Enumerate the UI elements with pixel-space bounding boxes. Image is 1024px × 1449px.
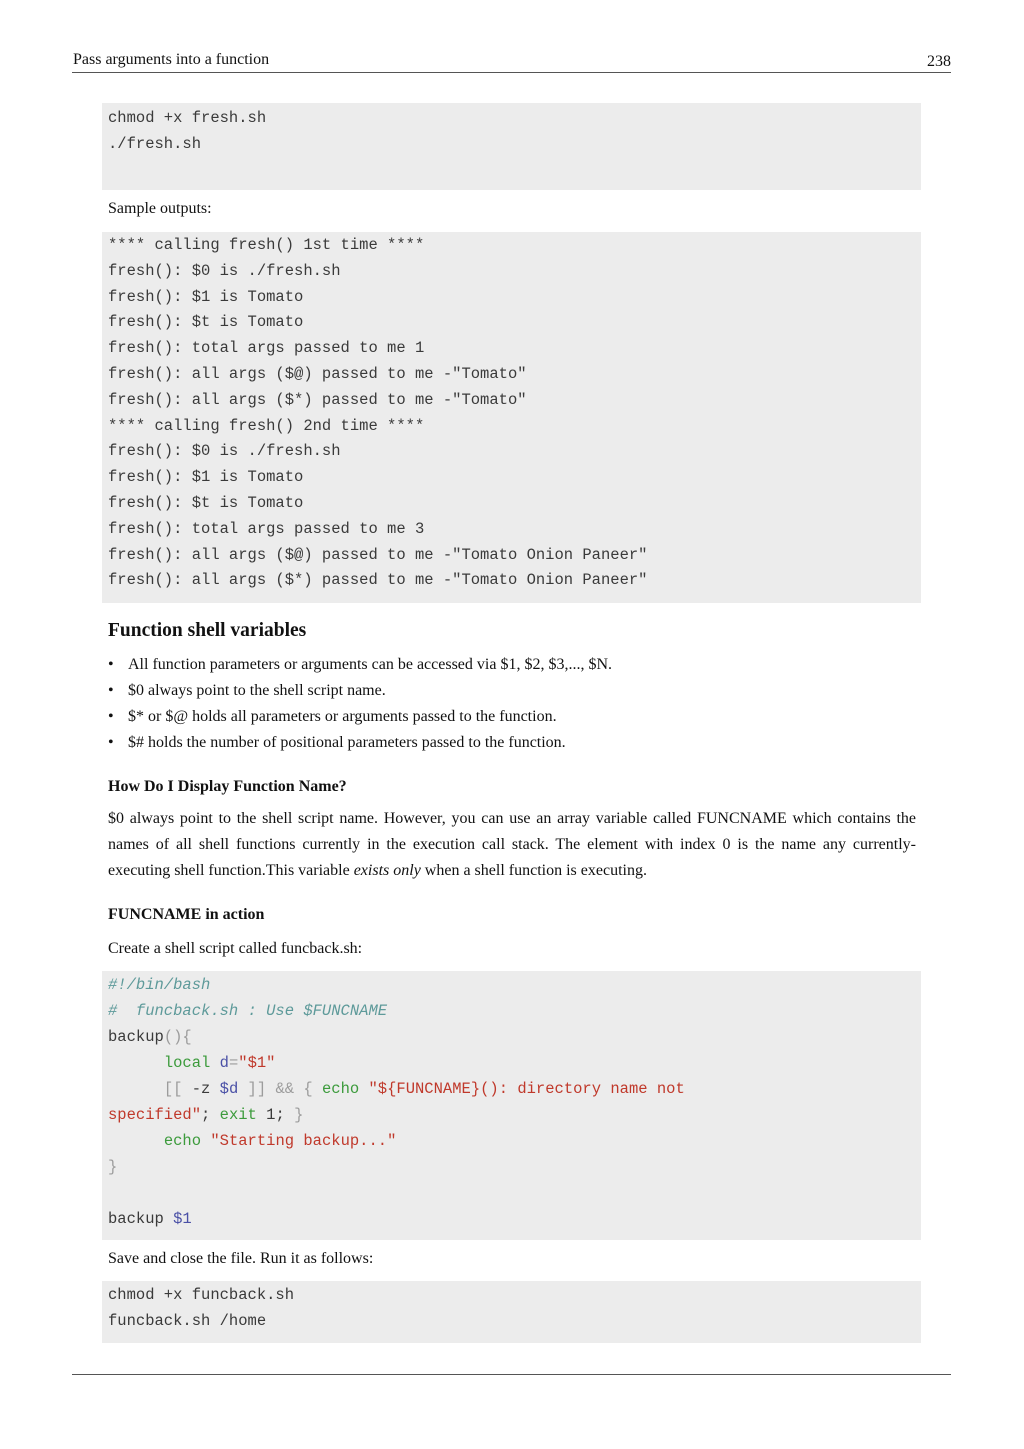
output-line: fresh(): all args ($*) passed to me -"Tomato" [108,390,527,409]
output-line: fresh(): all args ($@) passed to me -"Tomato Onion Paneer" [108,545,648,564]
function-call: backup [108,1210,164,1228]
bullet-icon: • [108,656,114,673]
code-indent [108,1080,164,1098]
code-keyword: exit [219,1106,257,1124]
code-punct: } [108,1158,118,1176]
page-number: 238 [927,53,951,70]
code-line: chmod +x fresh.sh [108,109,267,127]
output-line: fresh(): $0 is ./fresh.sh [108,261,341,280]
code-blank-line [108,1180,915,1206]
code-line [108,1076,915,1102]
code-variable: $d [219,1080,239,1098]
code-comment: #!/bin/bash [108,976,211,994]
funcname-paragraph [108,806,916,884]
code-punct: ; [201,1106,211,1124]
output-line: fresh(): all args ($@) passed to me -"Tomato" [108,364,527,383]
output-line: fresh(): $t is Tomato [108,493,304,512]
bullet-list [108,652,612,756]
code-keyword: echo [321,1080,360,1098]
code-line [108,1102,915,1128]
list-item-text: All function parameters or arguments can be accessed via $1, $2, $3,..., $N. [128,656,612,673]
code-block-funcback-script [102,971,921,1240]
code-block-sample-output [102,232,921,603]
list-item [108,652,612,678]
list-item-text: $# holds the number of positional parameters passed to the function. [128,734,566,751]
subheading-display-function-name: How Do I Display Function Name? [108,778,347,795]
output-line: fresh(): $1 is Tomato [108,287,304,306]
code-variable: $1 [173,1210,192,1228]
paragraph-emphasis: exists only [353,862,421,879]
output-line: fresh(): $1 is Tomato [108,468,304,487]
code-punct: [[ [163,1080,192,1098]
output-line: **** calling fresh() 1st time **** [108,236,425,254]
output-line: fresh(): $0 is ./fresh.sh [108,442,341,461]
output-line: fresh(): all args ($*) passed to me -"Tomato Onion Paneer" [108,571,648,590]
paragraph-text: $0 always point to the shell script name. However, you can use an array variable called FUNCNAME which contains the names of all shell functions currently in the execution call stack. The element with index 0 is the name any currently-executing shell function.This variable [108,810,916,879]
create-script-text: Create a shell script called funcback.sh: [108,940,363,957]
code-flag: -z [191,1080,211,1098]
code-line [108,1024,915,1050]
code-indent [108,1054,164,1072]
paragraph-text-end: when a shell function is executing. [420,862,647,879]
bullet-icon: • [108,734,114,751]
function-name: backup [108,1028,164,1046]
code-line [108,1128,915,1154]
code-punct: && { [266,1080,322,1098]
output-line: fresh(): $t is Tomato [108,313,304,332]
output-line: **** calling fresh() 2nd time **** [108,416,425,435]
list-item [108,678,612,704]
code-line [108,1050,915,1076]
code-block-chmod-funcback [102,1281,921,1343]
code-punct: (){ [163,1028,192,1046]
code-comment: # funcback.sh : Use $FUNCNAME [108,1002,388,1020]
code-variable: d [219,1054,229,1072]
save-close-text: Save and close the file. Run it as follows: [108,1250,374,1267]
section-heading: Function shell variables [108,620,307,641]
bullet-icon: • [108,682,114,699]
code-punct: } [294,1106,304,1124]
code-punct: ]] [238,1080,267,1098]
output-line: fresh(): total args passed to me 3 [108,519,425,538]
code-line: ./fresh.sh [108,135,202,153]
code-string: "Starting backup..." [210,1132,397,1150]
subheading-funcname-in-action: FUNCNAME in action [108,906,265,923]
code-number: 1; [266,1106,285,1124]
footer-rule [72,1374,951,1375]
list-item-text: $* or $@ holds all parameters or arguments passed to the function. [128,708,557,725]
code-keyword: local [163,1054,211,1072]
code-line: chmod +x funcback.sh [108,1286,295,1304]
code-punct: = [228,1054,239,1072]
code-line [108,1206,915,1232]
list-item [108,730,612,756]
list-item [108,704,612,730]
header-rule [72,72,951,73]
code-keyword: echo [163,1132,202,1150]
code-indent [108,1132,164,1150]
code-block-chmod-fresh [102,103,921,190]
code-string: specified" [108,1106,202,1124]
code-line: funcback.sh /home [108,1312,267,1330]
running-header-title: Pass arguments into a function [73,51,270,68]
code-string: "${FUNCNAME}(): directory name not [368,1080,685,1098]
output-line: fresh(): total args passed to me 1 [108,339,425,358]
bullet-icon: • [108,708,114,725]
sample-outputs-label: Sample outputs: [108,200,212,217]
list-item-text: $0 always point to the shell script name. [128,682,386,699]
code-string: "$1" [238,1054,276,1072]
